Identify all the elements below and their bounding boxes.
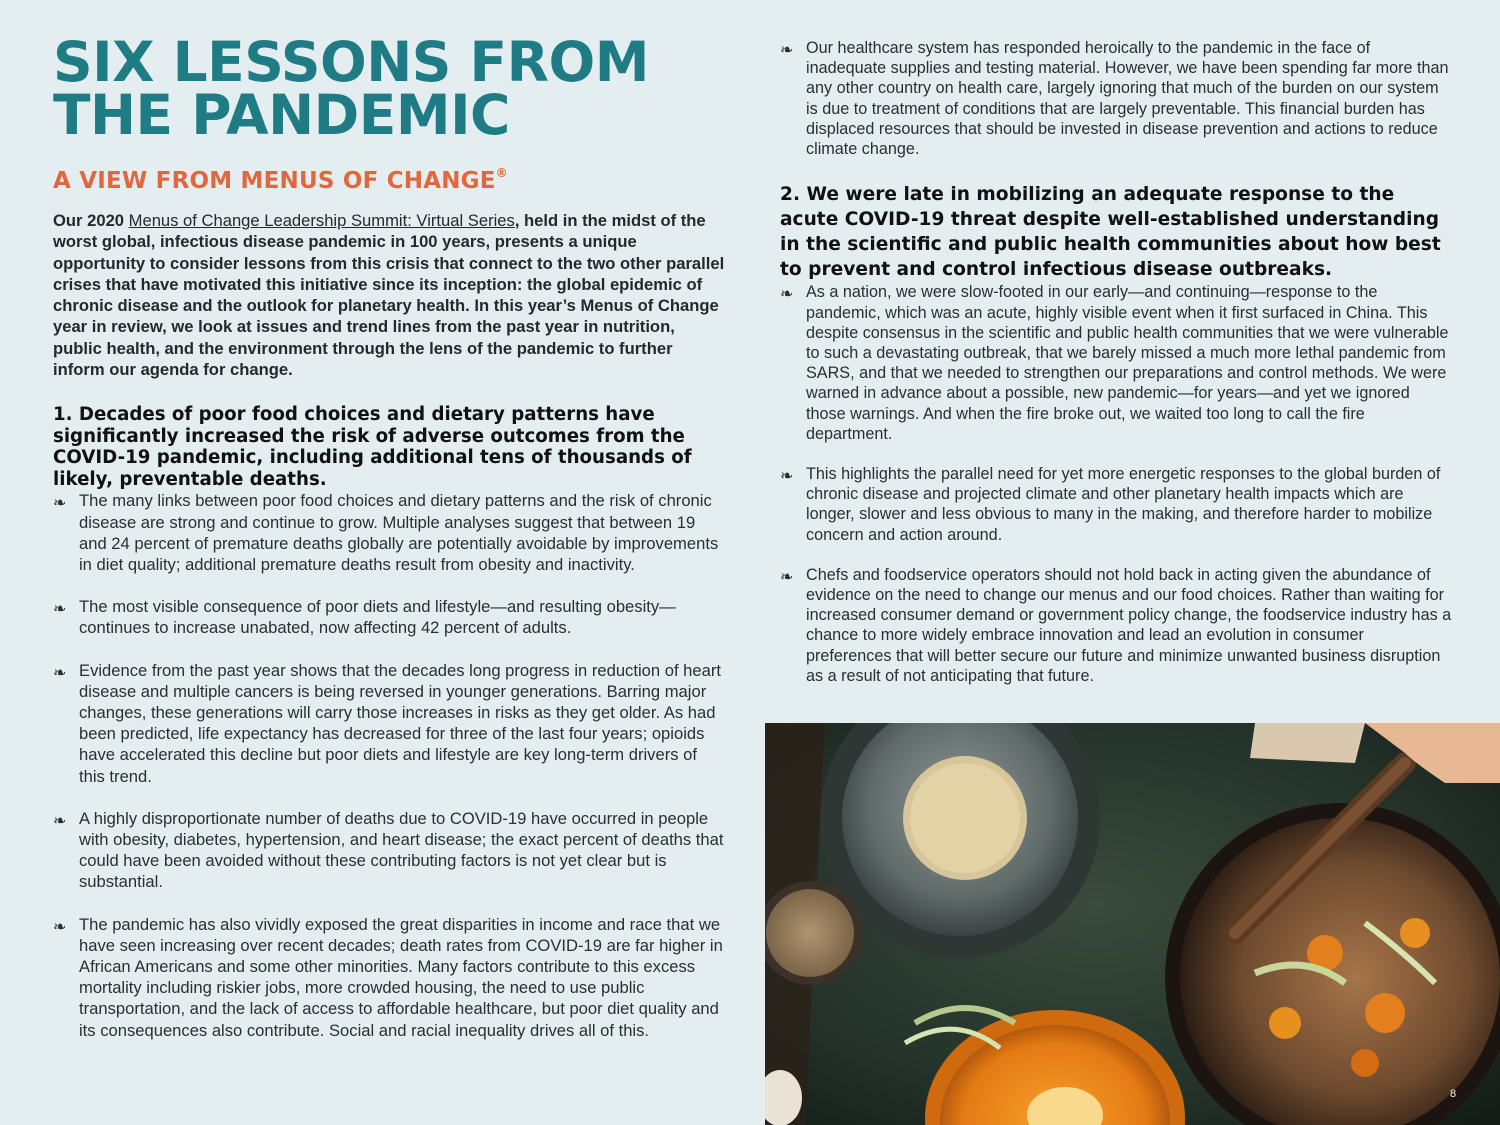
list-item bbox=[53, 914, 725, 1041]
leaf-icon: ❧ bbox=[53, 810, 67, 830]
list-item bbox=[53, 490, 725, 575]
lesson-2-heading: 2. We were late in mobilizing an adequate response to the acute COVID-19 threat despite well-established understanding in the scientific and public health communities about how best to prevent and control infectious disease outbreaks. bbox=[780, 184, 1441, 280]
bullet-text: The most visible consequence of poor diets and lifestyle—and resulting obesity—continues to increase unabated, now affecting 42 percent of adults. bbox=[79, 597, 676, 638]
leaf-icon: ❧ bbox=[53, 662, 67, 682]
leaf-icon: ❧ bbox=[780, 284, 794, 304]
left-column bbox=[53, 30, 725, 1041]
list-item bbox=[780, 464, 1452, 545]
page-title-line-1: SIX LESSONS FROM bbox=[53, 30, 649, 94]
list-item bbox=[780, 565, 1452, 686]
intro-before-link: Our 2020 bbox=[53, 211, 129, 230]
right-column bbox=[780, 38, 1452, 686]
list-item bbox=[780, 282, 1452, 444]
bullet-text: The pandemic has also vividly exposed the great disparities in income and race that we have seen increasing over recent decades; death rates from COVID-19 are far higher in African Americans and some other minorities. Many factors contribute to this excess mortality including riskier jobs, more crowded housing, the need to use public transportation, and the lack of access to affordable healthcare, but poor diet quality and its consequences also contribute. Social and racial inequality drives all of this. bbox=[79, 914, 723, 1040]
bullet-text: Our healthcare system has responded heroically to the pandemic in the face of inadequate supplies and testing material. However, we have been spending far more than any other country on health care, largely ignoring that much of the burden on our system is due to treatment of conditions that are largely preventable. This financial burden has displaced resources that should be invested in disease prevention and actions to reduce climate change. bbox=[806, 39, 1449, 159]
list-item bbox=[53, 808, 725, 893]
list-item bbox=[53, 596, 725, 638]
food-photo bbox=[765, 723, 1500, 1125]
leaf-icon: ❧ bbox=[780, 566, 794, 586]
page-number: 8 bbox=[1450, 1088, 1457, 1100]
intro-after-link: , held in the midst of the worst global, infectious disease pandemic in 100 years, presents a unique opportunity to consider lessons from this crisis that connect to the two other parallel crises that have motivated this initiative since its inception: the global epidemic of chronic disease and the outlook for planetary health. In this year’s Menus of Change year in review, we look at issues and trend lines from the past year in nutrition, public health, and the environment through the lens of the pandemic to further inform our agenda for change. bbox=[53, 211, 725, 380]
lesson-1-bullet-list bbox=[53, 490, 725, 1040]
bullet-text: Chefs and foodservice operators should not hold back in acting given the abundance of evidence on the need to change our menus and our food choices. Rather than waiting for increased consumer demand or government policy change, the foodservice industry has a chance to more widely embrace innovation and lead an evolution in consumer preferences that will better secure our future and minimize unwanted business disruption as a result of not anticipating that future. bbox=[806, 565, 1452, 685]
leaf-icon: ❧ bbox=[780, 40, 794, 59]
bullet-text: Evidence from the past year shows that the decades long progress in reduction of heart disease and multiple cancers is being reversed in younger generations. Barring major changes, these generations will carry those increases in risks as they get older. As had been predicted, life expectancy has decreased for three of the last four years; opioids have accelerated this decline but poor diets and lifestyle are key long-term drivers of this trend. bbox=[79, 660, 721, 786]
summit-link[interactable]: Menus of Change Leadership Summit: Virtual Series bbox=[128, 211, 515, 230]
food-photo-illustration bbox=[765, 723, 1500, 1125]
page-title-line-2: THE PANDEMIC bbox=[53, 83, 510, 147]
leaf-icon: ❧ bbox=[53, 916, 67, 936]
page-subtitle bbox=[53, 168, 725, 194]
lesson-2-bullet-list bbox=[780, 282, 1452, 686]
list-item bbox=[780, 38, 1452, 159]
page-title bbox=[53, 30, 725, 147]
lesson-1-continued-list bbox=[780, 38, 1452, 159]
bullet-text: As a nation, we were slow-footed in our early—and continuing—response to the pandemic, which was an acute, highly visible event when it first surfaced in China. This despite consensus in the scientific and public health communities that we were vulnerable to such a devastating outbreak, that we barely missed a much more lethal pandemic from SARS, and that we needed to strengthen our preparations and control methods. We were warned in advance about a possible, new pandemic—for years—and yet we ignored those warnings. And when the fire broke out, we waited too long to call the fire department. bbox=[806, 283, 1449, 443]
bullet-text: The many links between poor food choices and dietary patterns and the risk of chronic disease are strong and continue to grow. Multiple analyses suggest that between 19 and 24 percent of premature deaths globally are potentially avoidable by improvements in diet quality; additional premature deaths result from obesity and inactivity. bbox=[79, 491, 719, 574]
leaf-icon: ❧ bbox=[53, 599, 67, 619]
lesson-1-heading: 1. Decades of poor food choices and dietary patterns have significantly increased the risk of adverse outcomes from the COVID-19 pandemic, including additional tens of thousands of likely, preventable deaths. bbox=[53, 404, 692, 490]
leaf-icon: ❧ bbox=[53, 493, 67, 513]
subtitle-text: A VIEW FROM MENUS OF CHANGE bbox=[53, 168, 496, 194]
intro-paragraph bbox=[53, 210, 725, 380]
bullet-text: A highly disproportionate number of deaths due to COVID-19 have occurred in people with obesity, diabetes, hypertension, and heart disease; the exact percent of deaths that could have been avoided without these contributing factors is not yet clear but is substantial. bbox=[79, 808, 724, 892]
list-item bbox=[53, 660, 725, 787]
leaf-icon: ❧ bbox=[780, 466, 794, 486]
bullet-text: This highlights the parallel need for yet more energetic responses to the global burden of chronic disease and projected climate and other planetary health impacts which are longer, slower and less obvious to many in the making, and therefore harder to mobilize concern and action around. bbox=[806, 465, 1441, 544]
registered-mark: ® bbox=[495, 166, 508, 180]
